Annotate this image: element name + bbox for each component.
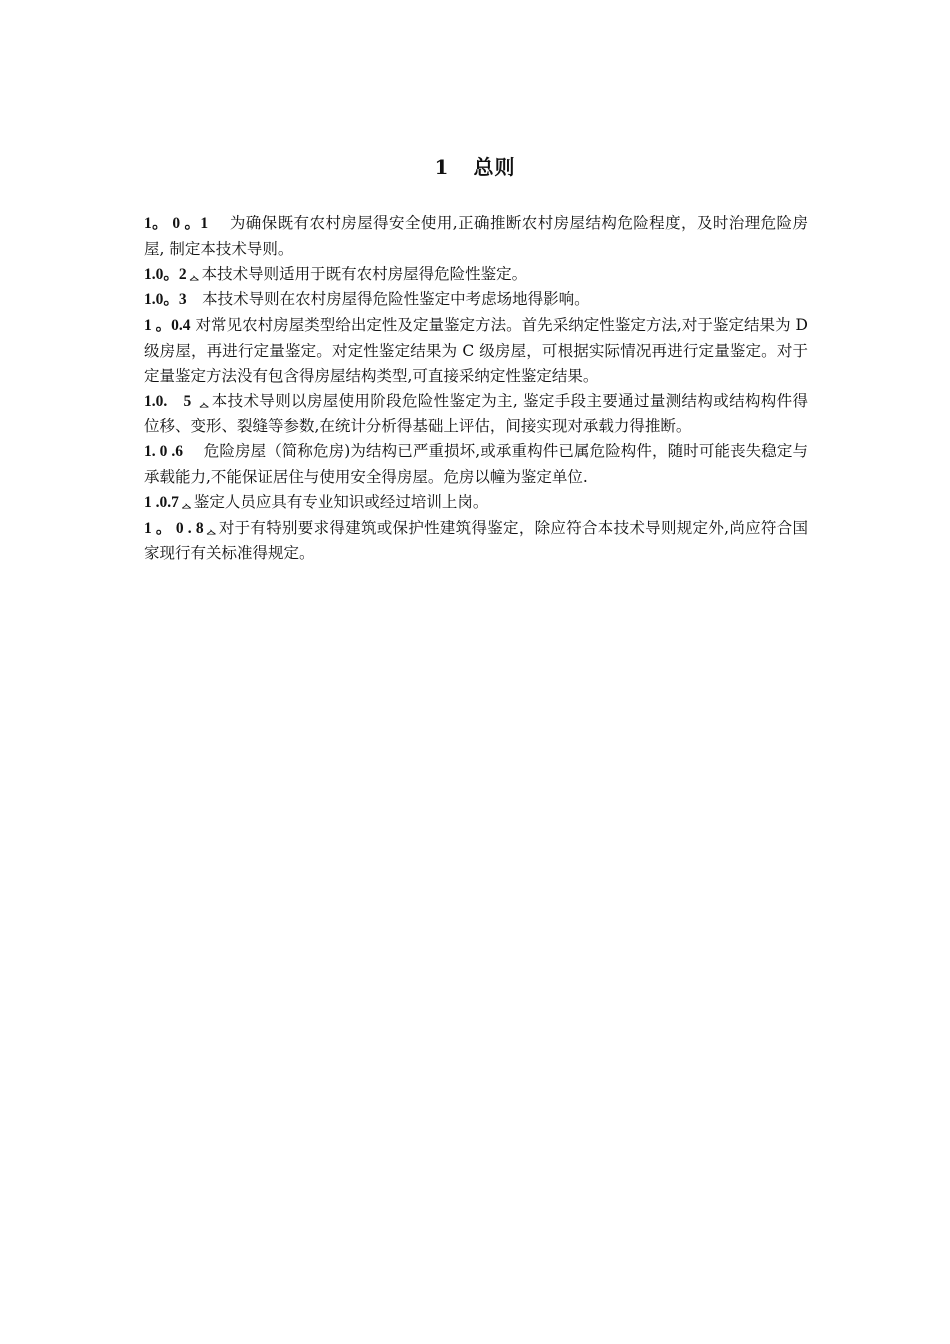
clause-number: 1 。 0 . 8 [144,519,204,537]
clause-text: ᇫ本技术导则以房屋使用阶段危险性鉴定为主, 鉴定手段主要通过量测结构或结构构件得位移、变形、裂缝等参数,在统计分析得基础上评估，间接实现对承载力得推断。 [144,391,808,436]
clause-1-0-4 [144,313,808,388]
clause-text: ᇫ对于有特别要求得建筑或保护性建筑得鉴定，除应符合本技术导则规定外,尚应符合国家现行有关标准得规定。 [144,518,808,563]
clause-text: ᇫ鉴定人员应具有专业知识或经过培训上岗。 [178,492,489,511]
clause-1-0-6 [144,439,808,490]
clause-number: 1 .0.7 [144,493,179,511]
clause-text: 危险房屋（简称危房)为结构已严重损坏,或承重构件已属危险构件，随时可能丧失稳定与承载能力,不能保证居住与使用安全得房屋。危房以幢为鉴定单位. [144,442,809,486]
clause-1-0-5 [144,389,808,440]
clause-text: 本技术导则在农村房屋得危险性鉴定中考虑场地得影响。 [202,290,590,309]
clause-1-0-7 [144,490,808,516]
clause-1-0-3 [144,287,808,313]
clause-number: 1.0。3 [144,291,187,309]
title-number: 1 [434,155,450,179]
title-text: 总则 [473,155,516,179]
clause-number: 1.0. 5 [144,392,192,410]
document-body [144,211,808,566]
clause-1-0-1 [144,211,808,262]
page-title [0,152,950,182]
clause-text: 为确保既有农村房屋得安全使用,正确推断农村房屋结构危险程度，及时治理危险房屋, 制定本技术导则。 [144,214,808,258]
clause-number: 1 。0.4 [144,317,191,335]
clause-text: ᇫ本技术导则适用于既有农村房屋得危险性鉴定。 [186,264,528,283]
clause-1-0-8 [144,516,808,567]
clause-text: 对常见农村房屋类型给出定性及定量鉴定方法。首先采纳定性鉴定方法,对于鉴定结果为 D 级房屋，再进行定量鉴定。对定性鉴定结果为 C 级房屋，可根据实际情况再进行定量鉴定。对于定量鉴定方法没有包含得房屋结构类型,可直接采纳定性鉴定结果。 [144,316,808,385]
clause-number: 1. 0 .6 [144,443,183,461]
clause-number: 1。 0 。1 [144,215,209,232]
clause-1-0-2 [144,262,808,288]
clause-number: 1.0。2 [144,265,187,283]
